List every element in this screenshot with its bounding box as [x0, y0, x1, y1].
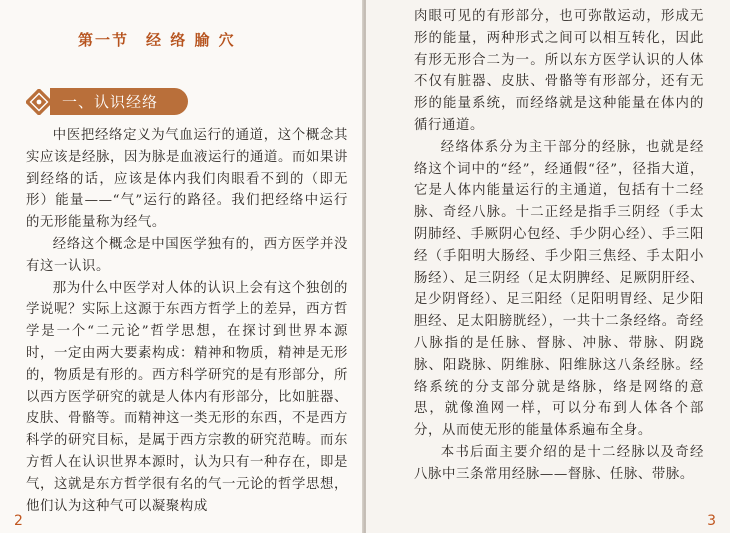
page-number: 3 — [707, 513, 716, 529]
page-number: 2 — [14, 513, 23, 529]
paragraph: 经络这个概念是中国医学独有的，西方医学并没有这一认识。 — [26, 236, 348, 274]
left-page — [0, 0, 364, 533]
paragraph: 本书后面主要介绍的是十二经脉以及奇经八脉中三条常用经脉——督脉、任脉、带脉。 — [414, 444, 704, 482]
section-title: 第一节 经 络 腧 穴 — [78, 31, 236, 49]
paragraph: 经络体系分为主干部分的经脉，也就是经络这个词中的“经”，经通假“径”，径指大道，它是人体内能量运行的主通道，包括有十二经脉、奇经八脉。十二正经是指手三阴经（手太阴肺经、手厥阴心包经、手少阴心经）、手三阳经（手阳明大肠经、手少阳三焦经、手太阳小肠经）、足三阴经（足太阴脾经、足厥阴肝经、足少阴肾经）、足三阳经（足阳明胃经、足少阳胆经、足太阳膀胱经），一共十二条经络。奇经八脉指的是任脉、督脉、冲脉、带脉、阴跷脉、阳跷脉、阴维脉、阳维脉这八条经脉。经络系统的分支部分就是络脉，络是网络的意思，就像渔网一样，可以分布到人体各个部分，从而使无形的能量体系遍布全身。 — [414, 139, 704, 439]
ornament-diamond-icon — [26, 89, 52, 115]
paragraph: 中医把经络定义为气血运行的通道，这个概念其实应该是经脉，因为脉是血液运行的通道。而如果讲到经络的话，应该是体内我们肉眼看不到的（即无形）能量——“气”运行的路径。我们把经络中运行的无形能量称为经气。 — [26, 128, 348, 231]
paragraph: 那为什么中医学对人体的认识上会有这个独创的学说呢？实际上这源于东西方哲学上的差异，西方哲学是一个“二元论”哲学思想，在探讨到世界本源时，一定由两大要素构成：精神和物质，精神是无形的，物质是有形的。西方科学研究的是有形部分，所以西方医学研究的就是人体内有形部分，比如脏器、皮肤、骨骼等。而精神这一类无形的东西，不是西方科学的研究目标，是属于西方宗教的研究范畴。而东方哲人在认识世界本源时，认为只有一种存在，即是气，这就是东方哲学很有名的气一元论的哲学思想，他们认为这种气可以凝聚构成 — [26, 280, 348, 514]
heading-label: 一、认识经络 — [50, 88, 188, 115]
right-page — [366, 0, 730, 533]
paragraph: 肉眼可见的有形部分，也可弥散运动，形成无形的能量，两种形式之间可以相互转化，因此有形无形合二为一。所以东方医学认识的人体不仅有脏器、皮肤、骨骼等有形部分，还有无形的能量系统，而经络就是这种能量在体内的循行通道。 — [414, 9, 704, 133]
section-heading — [26, 88, 348, 115]
